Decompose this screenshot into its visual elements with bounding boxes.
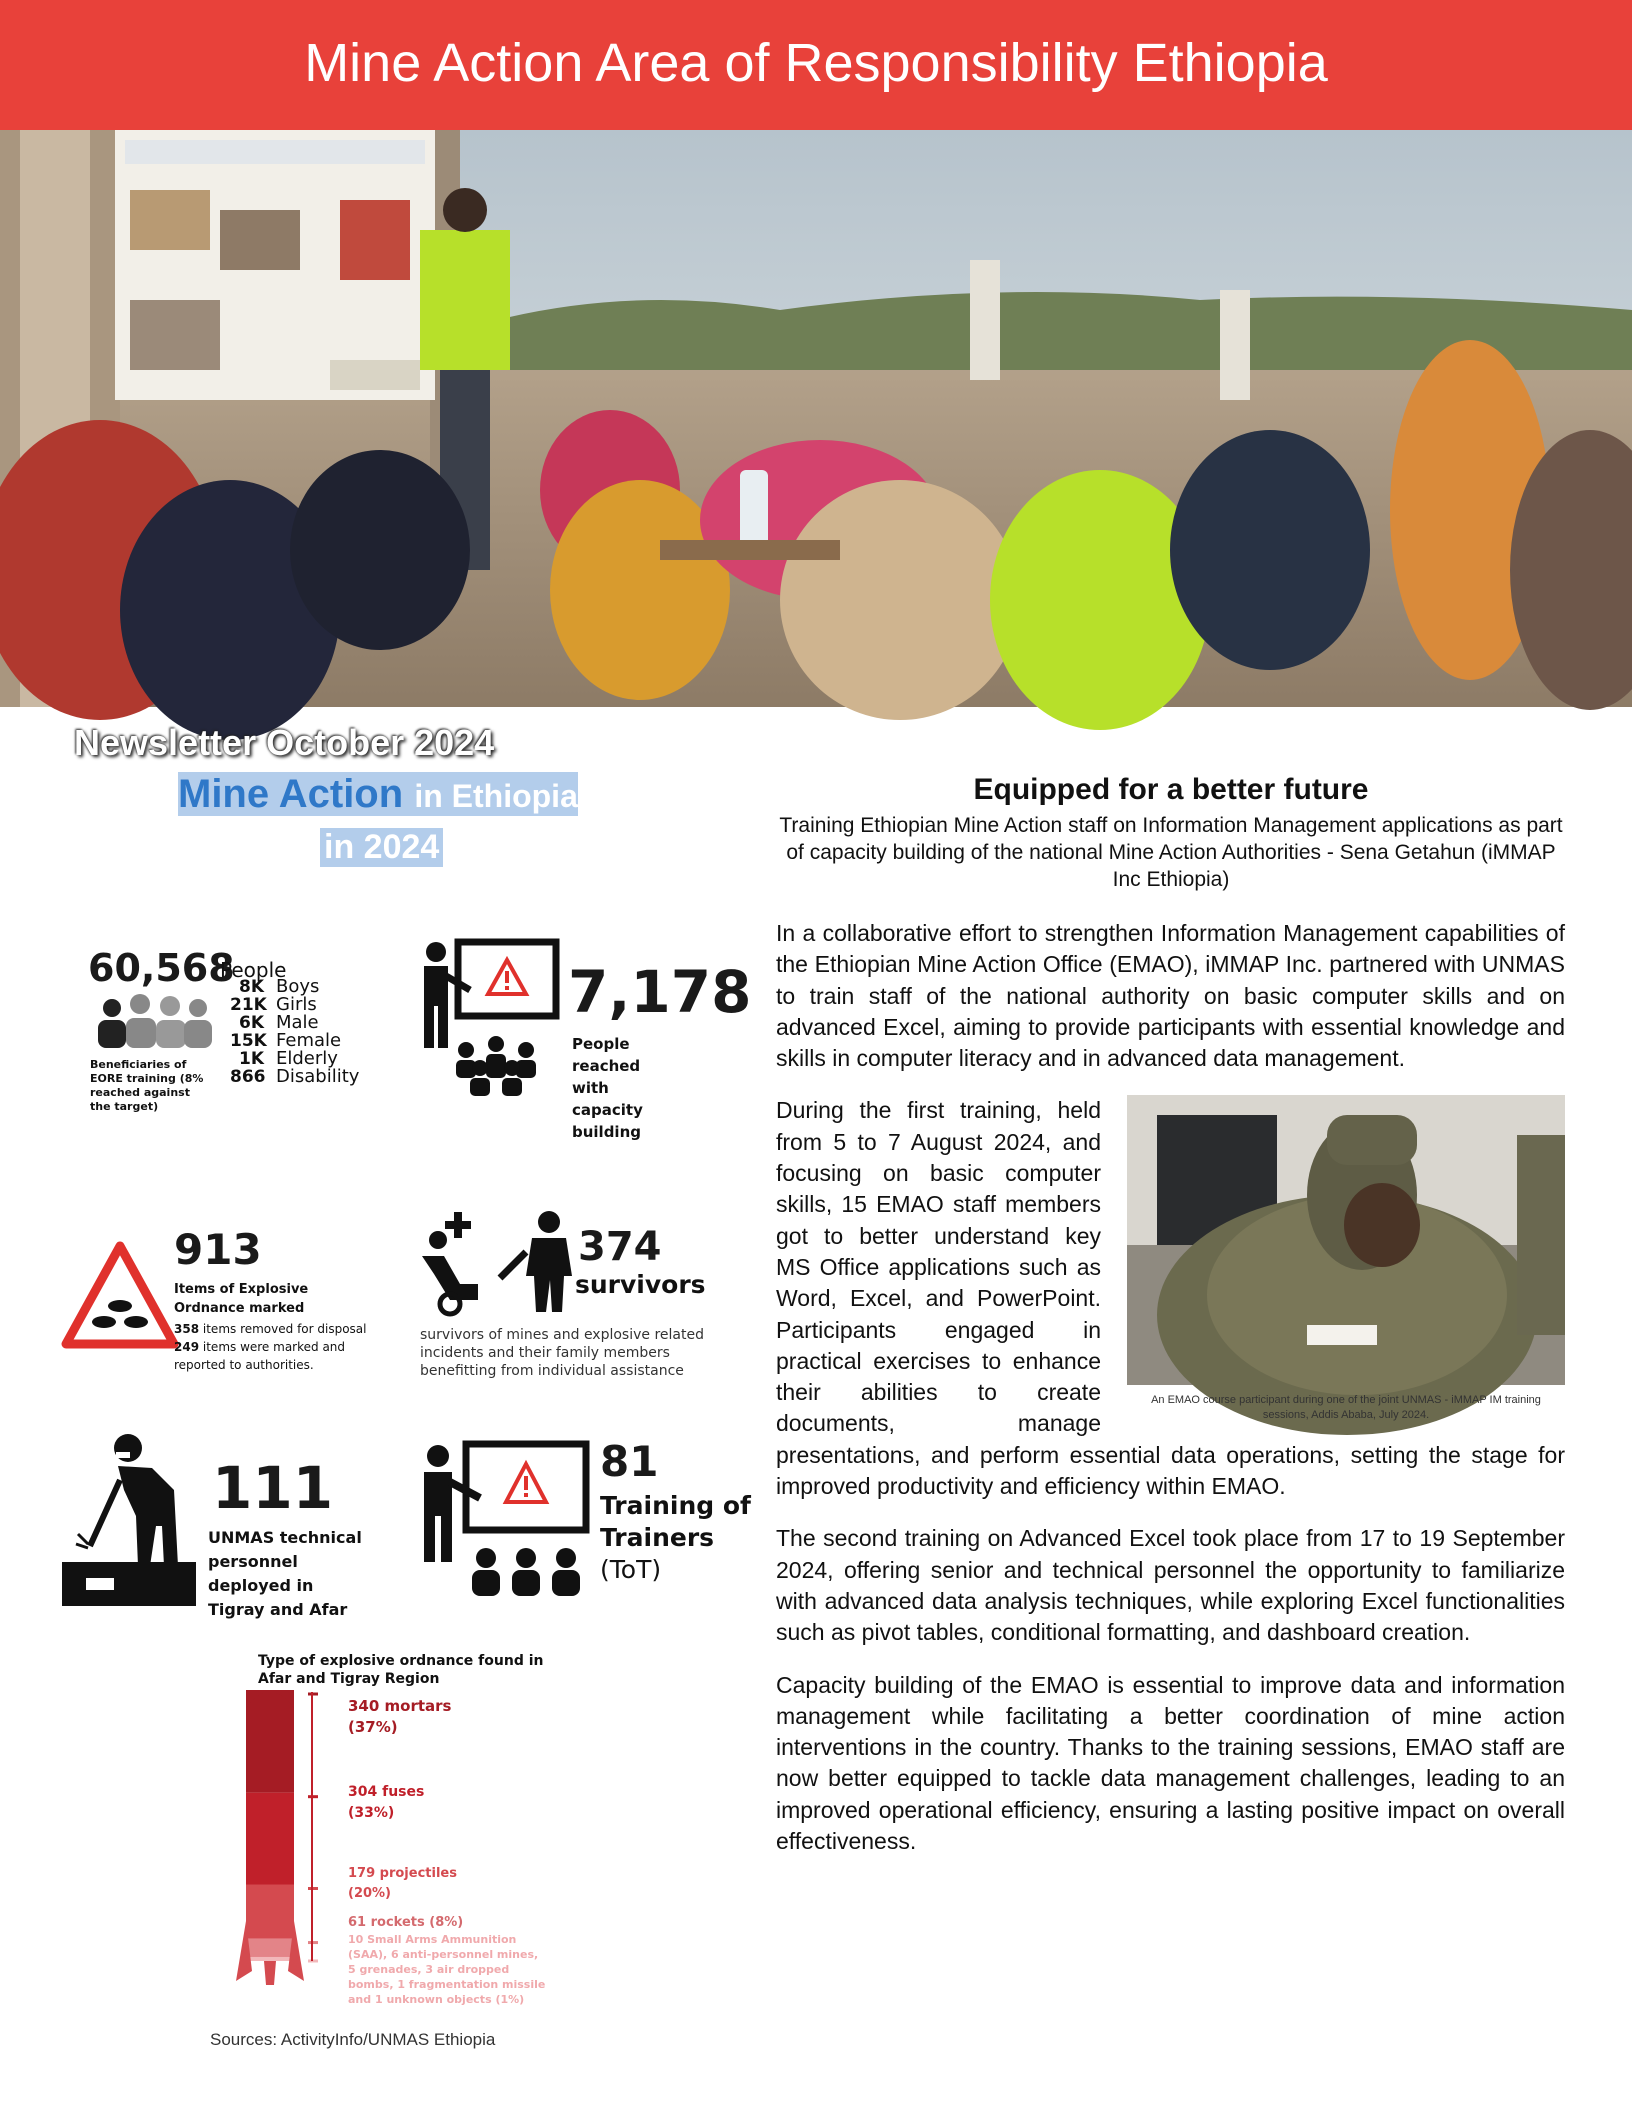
sources-note: Sources: ActivityInfo/UNMAS Ethiopia: [210, 2030, 496, 2049]
ordnance-details: [174, 1320, 374, 1374]
breakdown-label: Boys: [276, 976, 320, 997]
chart-label-text: 179 projectiles: [348, 1866, 457, 1881]
figure-caption: An EMAO course participant during one of the joint UNMAS - iMMAP IM training sessions, Addis Ababa, July 2024.: [1151, 1394, 1541, 1422]
hero-photo: [0, 130, 1632, 763]
capacity-label: People reached with capacity building: [572, 1035, 643, 1141]
deminer-icon: [60, 1430, 198, 1606]
ordnance-value: 913: [174, 1225, 262, 1274]
breakdown-num: 15K: [230, 1031, 267, 1051]
article-paragraph-4: Capacity building of the EMAO is essential to improve data and information management while facilitating a better coordination of mine action interventions in the country. Thanks to the training sessions, EMAO staff are now better equipped to tackle data management challenges, leading to an improved operational efficiency, ensuring a lasting positive impact on overall effectiveness.: [776, 1671, 1565, 1855]
removed-count: 358: [174, 1322, 200, 1336]
survivors-label: survivors: [575, 1270, 706, 1299]
breakdown-num: 866: [230, 1067, 266, 1087]
people-breakdown: [230, 978, 359, 1086]
tot-label-line-1: Training of: [600, 1491, 751, 1520]
chart-label-text: 10 Small Arms Ammunition (SAA), 6 anti-personnel mines, 5 grenades, 3 air dropped bombs, 1 fragmentation missile and 1 unknown objects (1%): [348, 1933, 546, 2006]
article-title: Equipped for a better future: [973, 773, 1369, 806]
chart-label-text: 340 mortars: [348, 1697, 452, 1715]
chart-segment-other: [246, 1957, 294, 1961]
marked-count: 249: [174, 1340, 200, 1354]
article-paragraph-3: The second training on Advanced Excel took place from 17 to 19 September 2024, offering senior and technical personnel the opportunity to familiarize with advanced data analysis techniques, while exploring Excel functionalities such as pivot tables, conditional formatting, and dashboard creation.: [776, 1525, 1565, 1646]
article-figure: [1127, 1095, 1565, 1423]
chart-label-projectiles: [348, 1864, 457, 1904]
breakdown-num: 1K: [238, 1049, 264, 1069]
heading-part-1: Mine Action: [178, 772, 404, 816]
page-header: [0, 0, 1632, 130]
heading-part-3: in 2024: [320, 828, 443, 867]
breakdown-label: Girls: [276, 994, 317, 1015]
tot-value: 81: [600, 1437, 659, 1486]
chart-label-text: 61 rockets (8%): [348, 1915, 464, 1930]
mine-action-heading: [178, 772, 578, 817]
breakdown-label: Male: [276, 1012, 319, 1033]
landmine-warning-icon: [60, 1238, 180, 1352]
breakdown-label: Elderly: [276, 1048, 338, 1069]
trainers-icon: [410, 1440, 592, 1600]
capacity-value: 7,178: [568, 958, 752, 1026]
chart-title: Type of explosive ordnance found in Afar and Tigray Region: [258, 1653, 544, 1687]
chart-label-pct: (33%): [348, 1805, 395, 1821]
breakdown-num: 21K: [230, 995, 267, 1015]
tot-label: [600, 1490, 751, 1586]
people-label: People: [220, 958, 287, 982]
chart-label-rockets: [348, 1912, 463, 1933]
removed-text: items removed for disposal: [202, 1322, 367, 1336]
article-body: [776, 918, 1565, 1878]
breakdown-label: Disability: [276, 1066, 360, 1087]
people-note: Beneficiaries of EORE training (8% reached against the target): [90, 1058, 204, 1113]
article-subtitle: Training Ethiopian Mine Action staff on Information Management applications as part of capacity building of the national Mine Action Authorities - Sena Getahun (iMMAP Inc Ethiopia): [779, 814, 1563, 891]
chart-label-mortars: [348, 1696, 451, 1738]
breakdown-num: 8K: [238, 977, 264, 997]
breakdown-num: 6K: [238, 1013, 264, 1033]
survivors-desc: survivors of mines and explosive related incidents and their family members benefitting from individual assistance: [420, 1327, 704, 1379]
chart-segment-fuses: [246, 1793, 294, 1885]
chart-label-pct: (20%): [348, 1886, 391, 1901]
personnel-label: UNMAS technical personnel deployed in Tigray and Afar: [208, 1528, 362, 1619]
chart-label-text: 304 fuses: [348, 1784, 425, 1800]
people-stat: [88, 948, 235, 988]
hero-caption: Newsletter October 2024: [74, 722, 495, 763]
tot-label-line-3: (ToT): [600, 1555, 662, 1584]
tot-label-line-2: Trainers: [600, 1523, 715, 1552]
chart-segment-rockets: [246, 1939, 294, 1957]
breakdown-label: Female: [276, 1030, 342, 1051]
survivors-value: 374: [578, 1224, 662, 1270]
chart-label-fuses: [348, 1782, 424, 1824]
marked-text: items were marked and reported to authorities.: [174, 1340, 346, 1372]
people-value: 60,568: [88, 946, 235, 990]
ordnance-label: Items of Explosive Ordnance marked: [174, 1282, 309, 1316]
chart-label-other: [348, 1932, 548, 2007]
chart-label-pct: (37%): [348, 1718, 398, 1736]
article-paragraph-1: In a collaborative effort to strengthen Information Management capabilities of the Ethiopian Mine Action Office (EMAO), iMMAP Inc. partnered with UNMAS to train staff of the national authority on basic computer skills and on advanced Excel, aiming to provide participants with essential knowledge and skills in computer literacy and in advanced data management.: [776, 920, 1565, 1072]
training-board-icon: [410, 938, 560, 1100]
survivor-assistance-icon: [414, 1208, 574, 1318]
heading-part-2: in Ethiopia: [414, 778, 578, 814]
personnel-value: 111: [212, 1454, 334, 1522]
article-photo: [1127, 1095, 1565, 1385]
article-paragraph-2: During the first training, held from 5 to 7 August 2024, and focusing on basic computer skills, 15 EMAO staff members got to better understand key MS Office applications such as Word, Excel, and PowerPoint. Participants engaged in practical exercises to enhance their abilities to create documents, manage presentations, and perform essential data operations, setting the stage for improved productivity and efficiency within EMAO.: [776, 1097, 1565, 1500]
page-title: Mine Action Area of Responsibility Ethiopia: [304, 33, 1328, 93]
chart-segment-projectiles: [246, 1884, 294, 1938]
people-group-icon: [90, 990, 220, 1050]
